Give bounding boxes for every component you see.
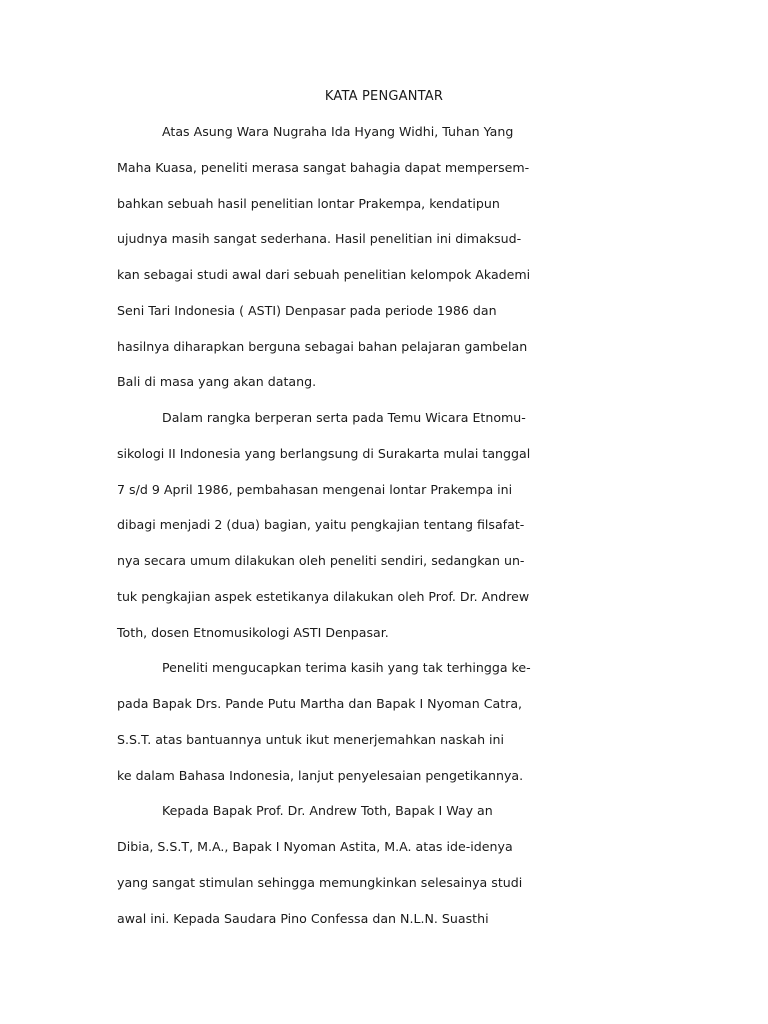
text-line: ujudnya masih sangat sederhana. Hasil penelitian ini dimaksud- (117, 231, 522, 247)
text-line: Atas Asung Wara Nugraha Ida Hyang Widhi, Tuhan Yang (162, 124, 514, 139)
text-line: Dalam rangka berperan serta pada Temu Wicara Etnomu- (162, 410, 526, 425)
text-line: sikologi II Indonesia yang berlangsung di Surakarta mulai tanggal (117, 445, 531, 461)
text-line: Kepada Bapak Prof. Dr. Andrew Toth, Bapak I Way an (162, 803, 493, 819)
text-line: Bali di masa yang akan datang. (117, 374, 317, 390)
document-body (117, 123, 537, 945)
text-line: yang sangat stimulan sehingga memungkinkan selesainya studi (117, 874, 523, 890)
text-line: bahkan sebuah hasil penelitian lontar Prakempa, kendatipun (117, 195, 500, 211)
text-line: pada Bapak Drs. Pande Putu Martha dan Bapak I Nyoman Catra, (117, 696, 523, 711)
text-line: kan sebagai studi awal dari sebuah penelitian kelompok Akademi (117, 267, 531, 282)
text-line: S.S.T. atas bantuannya untuk ikut menerjemahkan naskah ini (117, 731, 505, 747)
text-line: tuk pengkajian aspek estetikanya dilakukan oleh Prof. Dr. Andrew (117, 588, 530, 604)
text-line: Dibia, S.S.T, M.A., Bapak I Nyoman Astita, M.A. atas ide-idenya (117, 839, 513, 854)
text-line: Toth, dosen Etnomusikologi ASTI Denpasar. (117, 624, 389, 640)
text-line: Peneliti mengucapkan terima kasih yang tak terhingga ke- (162, 660, 531, 676)
text-line: Seni Tari Indonesia ( ASTI) Denpasar pada periode 1986 dan (117, 302, 497, 318)
page-title: KATA PENGANTAR (324, 89, 444, 104)
text-line: Maha Kuasa, peneliti merasa sangat bahagia dapat mempersem- (117, 159, 530, 175)
text-line: awal ini. Kepada Saudara Pino Confessa dan N.L.N. Suasthi (117, 910, 489, 926)
text-line: hasilnya diharapkan berguna sebagai bahan pelajaran gambelan (117, 338, 528, 354)
text-line: nya secara umum dilakukan oleh peneliti sendiri, sedangkan un- (117, 553, 525, 568)
text-line: ke dalam Bahasa Indonesia, lanjut penyelesaian pengetikannya. (117, 767, 524, 783)
text-line: 7 s/d 9 April 1986, pembahasan mengenai lontar Prakempa ini (117, 481, 513, 497)
text-line: dibagi menjadi 2 (dua) bagian, yaitu pengkajian tentang filsafat- (117, 517, 525, 533)
